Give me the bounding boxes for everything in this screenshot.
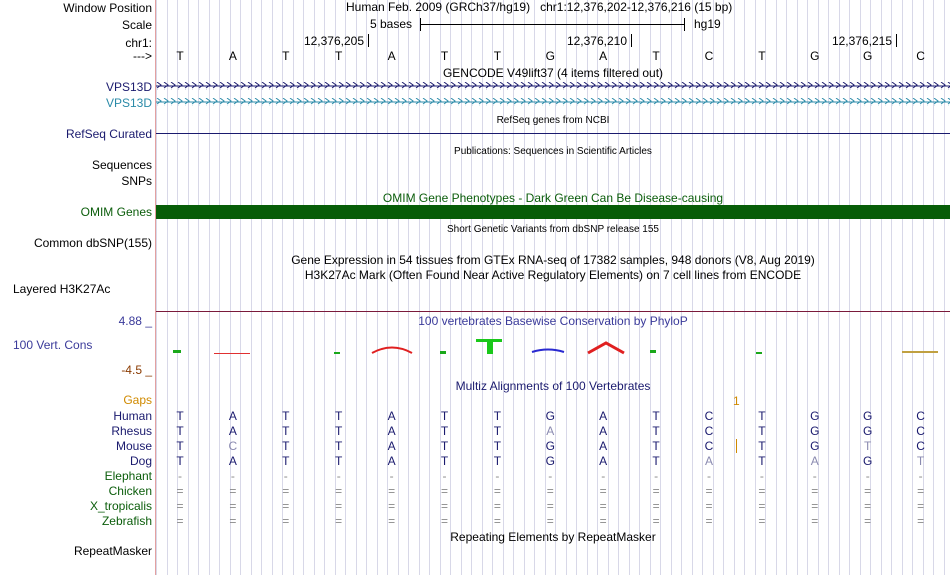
phylop-mark (214, 353, 250, 354)
alignment-base: T (176, 439, 184, 453)
phylop-mark (334, 352, 340, 354)
alignment-base: T (176, 424, 184, 438)
alignment-base: - (865, 469, 870, 483)
alignment-base: T (440, 439, 449, 453)
refseq-gene-line[interactable] (156, 133, 950, 134)
alignment-base: - (812, 469, 817, 483)
alignment-base: T (652, 424, 660, 438)
alignment-base: = (440, 499, 448, 513)
alignment-base: T (652, 439, 660, 453)
alignment-base: = (493, 514, 501, 528)
alignment-base: - (178, 469, 182, 483)
alignment-base: - (918, 469, 923, 483)
alignment-base: = (546, 499, 554, 513)
reference-base: T (176, 49, 184, 63)
alignment-base: = (388, 499, 396, 513)
alignment-base: C (916, 439, 925, 453)
phylop-mark (756, 352, 762, 354)
coordinate-tick-label: 12,376,210 (566, 34, 627, 48)
alignment-base: = (440, 484, 448, 498)
alignment-base: - (601, 469, 606, 483)
species-label-zebrafish[interactable]: Zebrafish (101, 514, 152, 528)
alignment-base: - (283, 469, 288, 483)
scale-bases-label: 5 bases (370, 17, 413, 31)
reference-base: T (758, 49, 766, 63)
mouse-insertion-marker (736, 439, 737, 453)
refseq-track-label[interactable]: RefSeq Curated (65, 127, 152, 141)
alignment-base: A (704, 454, 713, 468)
alignment-base: = (546, 514, 554, 528)
reference-base: T (652, 49, 660, 63)
alignment-base: C (704, 439, 714, 453)
alignment-base: = (176, 484, 184, 498)
omim-gene-bar[interactable] (156, 205, 950, 219)
phylop-mark (532, 350, 564, 353)
coordinate-tick-mark (368, 34, 369, 47)
alignment-base: = (864, 514, 872, 528)
scale-bar (420, 24, 684, 25)
alignment-base: - (389, 469, 394, 483)
alignment-base: = (388, 484, 396, 498)
alignment-base: = (335, 499, 343, 513)
alignment-base: = (758, 514, 766, 528)
coordinate-tick-mark (896, 34, 897, 47)
species-label-mouse[interactable]: Mouse (115, 439, 152, 453)
alignment-base: = (546, 484, 554, 498)
reference-base: C (916, 49, 925, 63)
alignment-base: T (335, 424, 343, 438)
species-label-elephant[interactable]: Elephant (104, 469, 152, 483)
alignment-base: = (652, 484, 660, 498)
scale-bar-left-cap (420, 18, 421, 31)
species-label-human[interactable]: Human (113, 409, 152, 423)
alignment-base: = (440, 514, 448, 528)
alignment-base: T (864, 439, 872, 453)
alignment-base: C (704, 409, 714, 423)
reference-base: T (282, 49, 290, 63)
alignment-base: G (545, 439, 555, 453)
alignment-base: = (811, 499, 819, 513)
alignment-base: - (336, 469, 341, 483)
alignment-base: = (917, 499, 925, 513)
alignment-base: = (493, 499, 501, 513)
strand-arrow-label: ---> (133, 49, 152, 63)
sequences-track-label[interactable]: Sequences (91, 158, 152, 172)
alignment-base: A (599, 424, 608, 438)
alignment-base: T (282, 409, 290, 423)
gaps-label: Gaps (123, 393, 152, 407)
reference-base: C (704, 49, 714, 63)
alignment-base: T (493, 409, 502, 423)
phylop-mark (372, 348, 412, 354)
alignment-base: - (707, 469, 711, 483)
alignment-base: - (759, 469, 764, 483)
alignment-base: T (176, 409, 184, 423)
snps-track-label[interactable]: SNPs (121, 174, 152, 188)
alignment-base: - (230, 469, 235, 483)
alignment-base: G (863, 424, 873, 438)
alignment-base: C (916, 424, 925, 438)
alignment-base: = (917, 484, 925, 498)
alignment-base: = (493, 484, 501, 498)
alignment-base: - (495, 469, 500, 483)
alignment-base: = (388, 514, 396, 528)
alignment-base: A (228, 409, 237, 423)
alignment-base: T (440, 409, 449, 423)
assembly-label: Human Feb. 2009 (GRCh37/hg19) (346, 0, 531, 14)
alignment-base: = (811, 484, 819, 498)
scale-label: Scale (121, 18, 152, 32)
coordinate-tick-label: 12,376,205 (303, 34, 364, 48)
alignment-base: T (335, 454, 343, 468)
alignment-base: = (864, 484, 872, 498)
alignment-base: A (810, 454, 819, 468)
alignment-base: A (387, 454, 396, 468)
alignment-base: = (599, 499, 607, 513)
alignment-base: T (440, 454, 449, 468)
alignment-base: = (652, 499, 660, 513)
alignment-base: T (758, 409, 766, 423)
alignment-base: T (758, 424, 766, 438)
window-position-label: Window Position (63, 1, 152, 15)
phylop-mark (902, 351, 938, 353)
gtex-track-title: Gene Expression in 54 tissues from GTEx RNA-seq of 17382 samples, 948 donors (V8, Aug 2019) (291, 253, 815, 267)
reference-base: A (387, 49, 396, 63)
species-label-dog[interactable]: Dog (129, 454, 152, 468)
publications-track-title: Publications: Sequences in Scientific Articles (454, 146, 652, 157)
alignment-base: T (916, 454, 925, 468)
alignment-base: = (335, 484, 343, 498)
alignment-base: = (176, 499, 184, 513)
alignment-base: T (652, 454, 660, 468)
alignment-base: T (493, 424, 502, 438)
omim-track-label[interactable]: OMIM Genes (80, 205, 152, 219)
phylop-mark (588, 343, 624, 353)
alignment-base: A (599, 454, 608, 468)
alignment-base: - (548, 469, 553, 483)
phylop-conservation-plot[interactable] (156, 336, 950, 360)
common-dbsnp-track-label[interactable]: Common dbSNP(155) (33, 236, 152, 250)
alignment-base: C (228, 439, 238, 453)
vps13d-track-label-2[interactable]: VPS13D (105, 96, 152, 110)
position-label: chr1:12,376,202-12,376,216 (15 bp) (540, 0, 733, 14)
track-labels-sidebar (0, 0, 155, 575)
alignment-base: = (599, 514, 607, 528)
alignment-base: T (493, 454, 502, 468)
alignment-base: = (335, 514, 343, 528)
dbsnp-track-title: Short Genetic Variants from dbSNP release 155 (447, 224, 659, 235)
track-display-area[interactable] (156, 0, 950, 575)
alignment-base: A (228, 454, 237, 468)
alignment-base: T (176, 454, 184, 468)
reference-base: G (810, 49, 820, 63)
phylop-mark (173, 350, 181, 353)
alignment-base: A (387, 424, 396, 438)
alignment-base: T (282, 439, 290, 453)
reference-base: T (493, 49, 502, 63)
h3k27ac-baseline (156, 311, 950, 312)
vps13d-strand-chevrons-1 (156, 82, 950, 90)
phylop-mark (650, 350, 656, 353)
alignment-base: = (229, 484, 237, 498)
cons-track-label[interactable]: 100 Vert. Cons (13, 338, 93, 352)
refseq-track-title: RefSeq genes from NCBI (496, 115, 610, 126)
h3k27ac-track-title: H3K27Ac Mark (Often Found Near Active Regulatory Elements) on 7 cell lines from ENCODE (304, 268, 802, 282)
alignment-base: C (916, 409, 925, 423)
species-label-rhesus[interactable]: Rhesus (111, 424, 152, 438)
coordinate-tick-label: 12,376,215 (831, 34, 892, 48)
vps13d-track-label-1[interactable]: VPS13D (105, 80, 152, 94)
alignment-base: = (282, 499, 290, 513)
alignment-base: G (863, 409, 873, 423)
alignment-base: T (440, 424, 449, 438)
reference-base: A (228, 49, 237, 63)
alignment-base: T (652, 409, 660, 423)
alignment-base: - (654, 469, 659, 483)
alignment-base: A (599, 439, 608, 453)
reference-base: A (599, 49, 608, 63)
alignment-base: G (810, 424, 820, 438)
alignment-base: = (758, 499, 766, 513)
alignment-base: = (811, 514, 819, 528)
alignment-base: T (282, 424, 290, 438)
reference-base: T (440, 49, 449, 63)
alignment-base: = (229, 514, 237, 528)
alignment-base: T (758, 439, 766, 453)
alignment-base: T (758, 454, 766, 468)
alignment-base: = (599, 484, 607, 498)
phylop-mark (487, 339, 493, 354)
reference-base: G (863, 49, 873, 63)
alignment-base: A (599, 409, 608, 423)
species-label-chicken[interactable]: Chicken (108, 484, 152, 498)
layered-h3k27ac-track-label[interactable]: Layered H3K27Ac (13, 282, 111, 296)
alignment-base: G (545, 454, 555, 468)
alignment-base: G (810, 409, 820, 423)
alignment-base: = (282, 484, 290, 498)
alignment-base: T (493, 439, 502, 453)
alignment-base: A (387, 409, 396, 423)
alignment-base: G (545, 409, 555, 423)
scale-bar-right-cap (684, 18, 685, 31)
alignment-base: = (282, 514, 290, 528)
multiz-track-title: Multiz Alignments of 100 Vertebrates (455, 379, 651, 393)
chrom-label: chr1: (125, 36, 152, 50)
alignment-base: = (705, 499, 713, 513)
reference-base: G (545, 49, 555, 63)
alignment-base: G (863, 454, 873, 468)
reference-base: T (335, 49, 343, 63)
alignment-base: A (387, 439, 396, 453)
cons-max-label: 4.88 _ (118, 314, 152, 328)
alignment-base: = (705, 514, 713, 528)
omim-track-title: OMIM Gene Phenotypes - Dark Green Can Be Disease-causing (382, 191, 724, 205)
alignment-base: = (758, 484, 766, 498)
alignment-base: A (228, 424, 237, 438)
phylop-mark (440, 351, 446, 354)
gencode-gene-lines[interactable] (156, 81, 950, 111)
alignment-base: = (705, 484, 713, 498)
alignment-base: T (335, 409, 343, 423)
alignment-base: C (704, 424, 714, 438)
repeatmasker-track-label[interactable]: RepeatMasker (73, 544, 152, 558)
phylop-track-title: 100 vertebrates Basewise Conservation by PhyloP (418, 314, 688, 328)
alignment-base: = (176, 514, 184, 528)
alignment-base: A (546, 424, 555, 438)
alignment-base: G (810, 439, 820, 453)
vps13d-strand-chevrons-2 (156, 98, 950, 106)
gencode-track-title: GENCODE V49lift37 (4 items filtered out) (442, 66, 664, 80)
alignment-base: - (442, 469, 447, 483)
cons-min-label: -4.5 _ (121, 363, 152, 377)
alignment-base: = (652, 514, 660, 528)
alignment-base: = (864, 499, 872, 513)
alignment-base: = (917, 514, 925, 528)
alignment-base: = (229, 499, 237, 513)
alignment-base: T (335, 439, 343, 453)
species-label-x_tropicalis[interactable]: X_tropicalis (89, 499, 152, 513)
gap-count: 1 (733, 394, 740, 408)
coordinate-tick-mark (631, 34, 632, 47)
repeatmasker-track-title: Repeating Elements by RepeatMasker (450, 530, 656, 544)
scale-db-label: hg19 (694, 17, 721, 31)
alignment-base: T (282, 454, 290, 468)
